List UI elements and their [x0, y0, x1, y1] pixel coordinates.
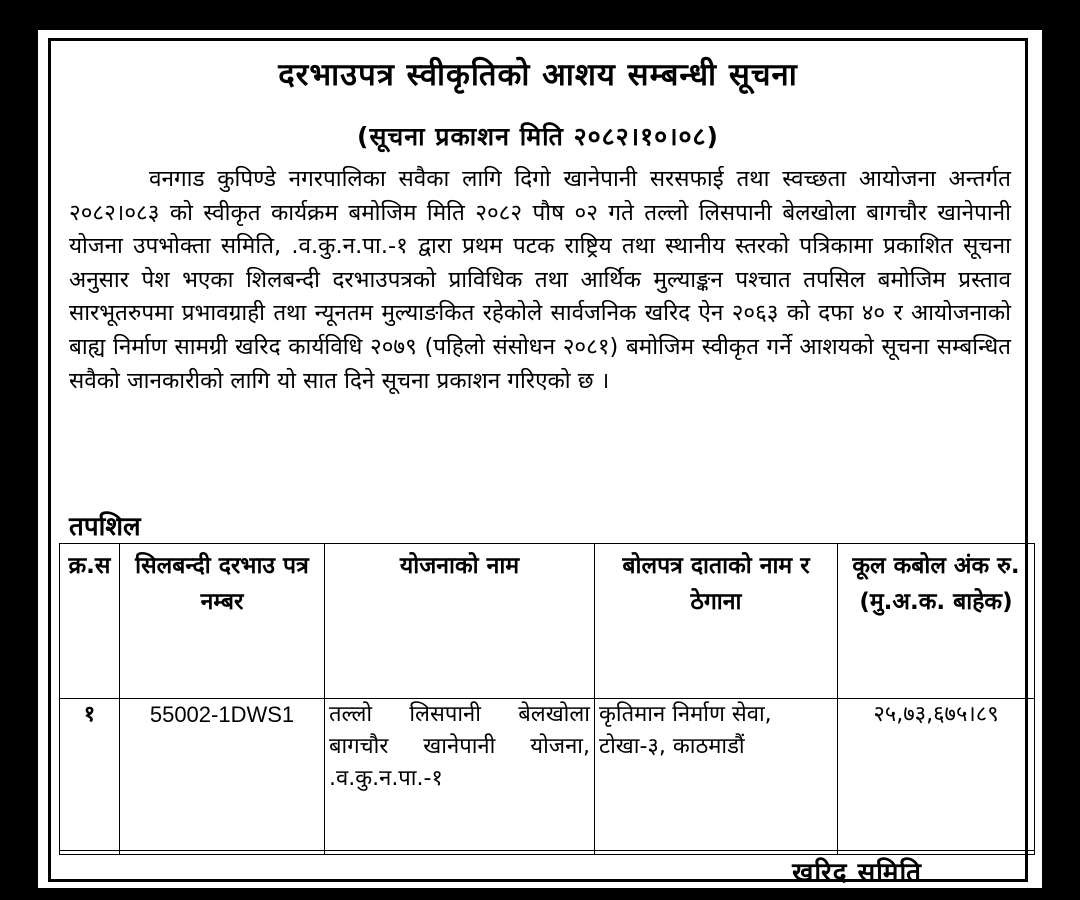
notice-frame — [48, 38, 1028, 888]
cell-amount: २५,७३,६७५।८९ — [838, 699, 1035, 855]
header-project: योजनाको नाम — [325, 544, 595, 699]
cell-sn: १ — [60, 699, 120, 855]
signature: खरिद समिति — [792, 858, 922, 888]
header-bidder: बोलपत्र दाताको नाम र ठेगाना — [595, 544, 838, 699]
section-label: तपशिल — [69, 512, 141, 542]
details-table — [59, 543, 1035, 855]
header-amount: कूल कबोल अंक रु. (मु.अ.क. बाहेक) — [838, 544, 1035, 699]
publication-date: (सूचना प्रकाशन मिति २०८२।१०।०८) — [357, 122, 719, 151]
notice-title: दरभाउपत्र स्वीकृतिको आशय सम्बन्धी सूचना — [278, 57, 798, 93]
cell-bidder: कृतिमान निर्माण सेवा, टोखा-३, काठमाडौं — [595, 699, 838, 855]
notice-body: वनगाड कुपिण्डे नगरपालिका सवैका लागि दिगो खानेपानी सरसफाई तथा स्वच्छता आयोजना अन्तर्गत २०८२।०८३ को स्वीकृत कार्यक्रम बमोजिम मिति २०८२ पौष ०२ गते तल्लो लिसपानी बेलखोला बागचौर खानेपानी योजना उपभोक्ता समिति, .व.कु.न.पा.-१ द्वारा प्रथम पटक राष्ट्रिय तथा स्थानीय स्तरको पत्रिकामा प्रकाशित सूचना अनुसार पेश भएका शिलबन्दी दरभाउपत्रको प्राविधिक तथा आर्थिक मुल्याङ्कन पश्चात तपसिल बमोजिम प्रस्ताव सारभूतरुपमा प्रभावग्राही तथा न्यूनतम मुल्याङकित रहेकोले सार्वजनिक खरिद ऐन २०६३ को दफा ४० र आयोजनाको बाह्य निर्माण सामग्री खरिद कार्यविधि २०७९ (पहिलो संसोधन २०८१) बमोजिम स्वीकृत गर्ने आशयको सूचना सम्बन्धित सवैको जानकारीको लागि यो सात दिने सूचना प्रकाशन गरिएको छ । — [69, 166, 1011, 394]
signature-row — [59, 850, 1034, 890]
header-number: सिलबन्दी दरभाउ पत्र नम्बर — [120, 544, 325, 699]
header-sn: क्र.स — [60, 544, 120, 699]
table-header-row — [60, 544, 1035, 699]
cell-number: 55002-1DWS1 — [120, 699, 325, 855]
notice-paper — [38, 30, 1042, 888]
table-row — [60, 699, 1035, 855]
cell-project: तल्लो लिसपानी बेलखोला बागचौर खानेपानी योजना, .व.कु.न.पा.-१ — [325, 699, 595, 855]
